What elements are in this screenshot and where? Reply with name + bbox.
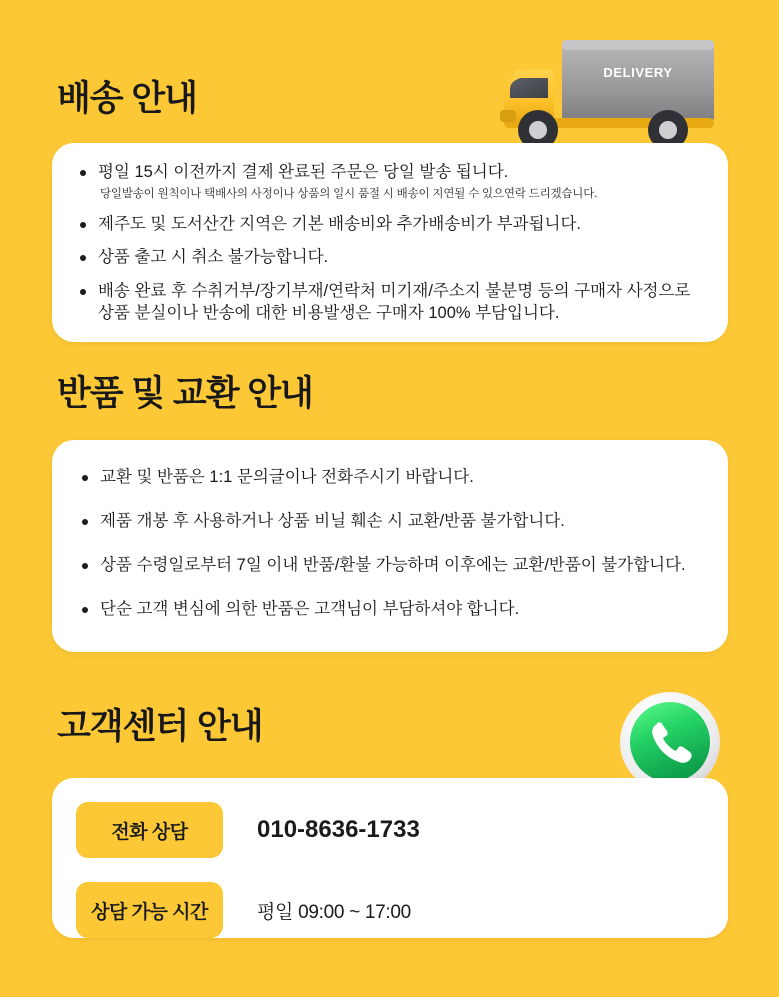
customer-center-section-title: 고객센터 안내 xyxy=(57,707,263,746)
delivery-list xyxy=(76,161,702,324)
customer-center-row-phone xyxy=(76,800,704,860)
returns-item-0-text: 교환 및 반품은 1:1 문의글이나 전화주시기 바랍니다. xyxy=(100,468,474,486)
list-item xyxy=(78,510,700,534)
returns-section-title: 반품 및 교환 안내 xyxy=(57,374,313,413)
list-item xyxy=(76,246,702,268)
delivery-item-2-text: 상품 출고 시 취소 불가능합니다. xyxy=(98,248,329,267)
phone-consult-tag: 전화 상담 xyxy=(76,802,223,858)
delivery-item-3-text: 배송 완료 후 수취거부/장기부재/연락처 미기재/주소지 불분명 등의 구매자 사정으로 상품 분실이나 반송에 대한 비용발생은 구매자 100% 부담입니다. xyxy=(98,281,691,322)
delivery-section-title: 배송 안내 xyxy=(57,79,197,118)
consult-hours-tag: 상담 가능 시간 xyxy=(76,882,223,938)
returns-item-1-text: 제품 개봉 후 사용하거나 상품 비닐 훼손 시 교환/반품 불가합니다. xyxy=(100,511,565,530)
returns-list xyxy=(78,466,700,622)
customer-center-card xyxy=(52,778,728,938)
delivery-item-0-text: 평일 15시 이전까지 결제 완료된 주문은 당일 발송 됩니다. xyxy=(98,163,509,181)
delivery-item-1-text: 제주도 및 도서산간 지역은 기본 배송비와 추가배송비가 부과됩니다. xyxy=(98,215,581,234)
consult-hours-value: 평일 09:00 ~ 17:00 xyxy=(257,901,411,923)
list-item xyxy=(78,554,700,578)
returns-info-card xyxy=(52,440,728,652)
list-item xyxy=(78,598,700,622)
list-item xyxy=(76,213,702,235)
svg-text:DELIVERY: DELIVERY xyxy=(603,65,673,80)
returns-item-3-text: 단순 고객 변심에 의한 반품은 고객님이 부담하셔야 합니다. xyxy=(100,599,520,618)
delivery-item-0-subnote: 당일발송이 원칙이나 택배사의 사정이나 상품의 일시 품절 시 배송이 지연될 수 있으연락 드리겠습니다. xyxy=(100,188,598,201)
customer-center-row-hours xyxy=(76,880,704,940)
delivery-truck-icon xyxy=(490,22,730,162)
list-item xyxy=(76,280,702,325)
list-item xyxy=(78,466,700,490)
returns-item-2-text: 상품 수령일로부터 7일 이내 반품/환불 가능하며 이후에는 교환/반품이 불가합니다. xyxy=(100,555,686,574)
phone-number-value[interactable]: 010-8636-1733 xyxy=(257,816,420,843)
list-item xyxy=(76,161,702,202)
delivery-info-card xyxy=(52,143,728,342)
